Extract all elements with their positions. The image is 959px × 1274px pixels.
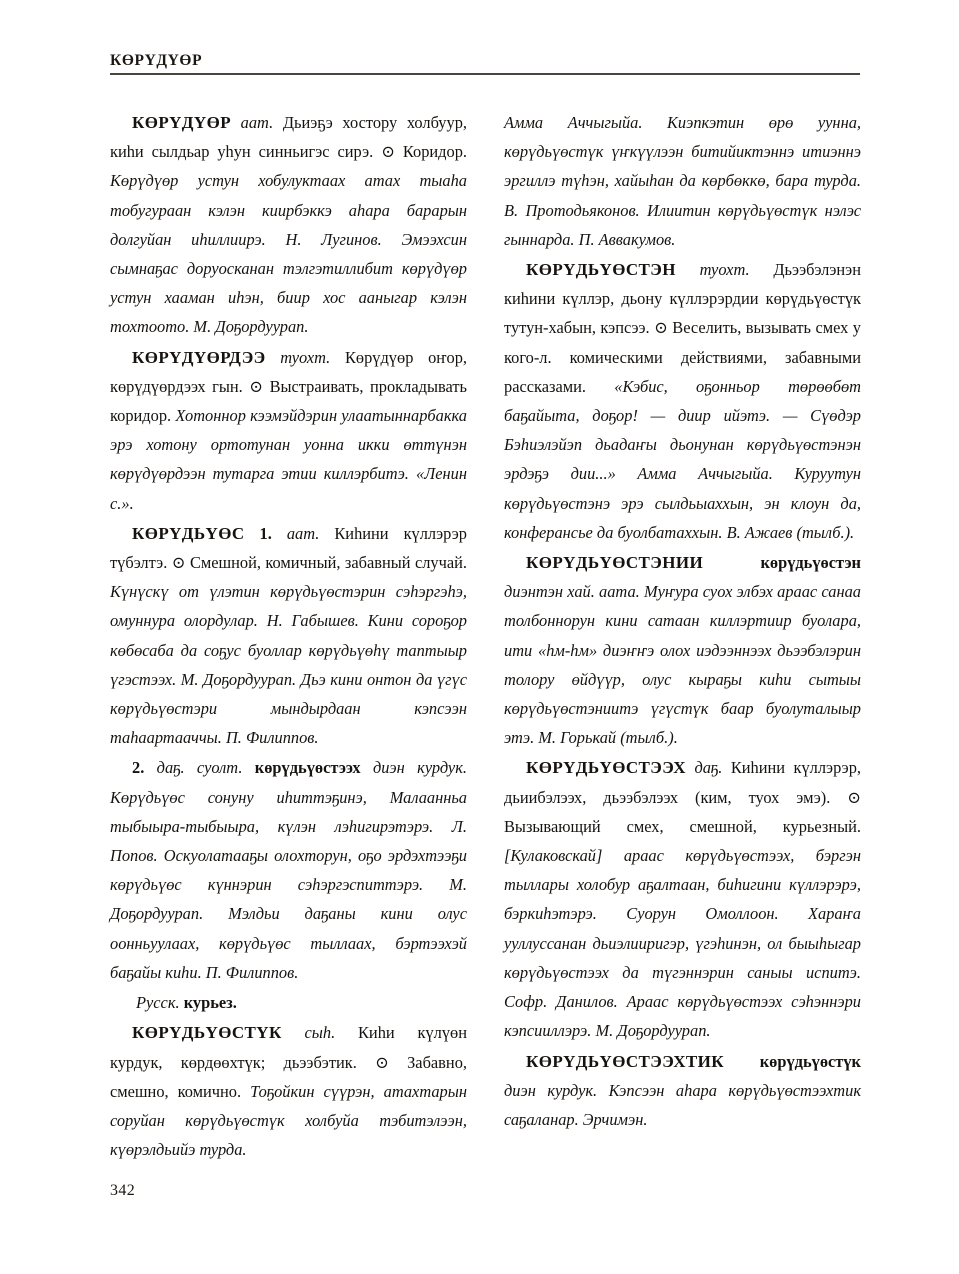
entry-definition-sakha: Дьиэҕэ хостору холбуур, киһи сылдьар уһун синньигэс сирэ.	[110, 113, 467, 162]
dictionary-entry	[504, 753, 861, 1045]
entry-examples-continued: Амма Аччыгыйа. Киэпкэтин өрө уунна, көрүдьүөстүк үҥкүүлээн битийиктэннэ итиэннэ эргиллэ түһэн, хайыһан да көрбөккө, бара турда. В. Протодьяконов. Илиитин көрүдьүөстүк нэлэс гыннарда. П. Аввакумов.	[504, 113, 861, 249]
entry-headword: КӨРҮДЬҮӨСТЭЭХТИК	[526, 1051, 725, 1071]
entry-examples: Хотоннор кээмэйдэрин улаатыннарбакка эрэ хотону ортотунан уонна икки өттүнэн көрүдүөрдээн тутарга этии киллэрбитэ. «Ленин с.».	[110, 406, 467, 513]
page-number: 342	[110, 1182, 136, 1199]
dictionary-entry	[110, 108, 467, 342]
cross-reference: көрүдьүөстээх	[254, 758, 361, 778]
entry-definition-sakha: Дьээбэлэнэн киһини күллэр, дьону күллэрэрдии көрүдьүөстүк тутун-хабын, кэпсээ.	[504, 260, 861, 338]
entry-headword: КӨРҮДЬҮӨС	[132, 523, 245, 543]
entry-examples: [Кулаковскай] араас көрүдьүөстээх, бэргэн тыллары холобур аҕалтаан, биһигини күллэрэрэ, бэркиһэтэрэ. Суорун Омоллоон. Хараҥа ууллуссанан дьиэлииригэр, үгэһинэн, ол быыһыгар көрүдьүөстээх да түгэннэрин саныы испитэ. Софр. Данилов. Араас көрүдьүөстээх сэһэннэри кэпсииллэрэ. М. Доҕордуурап.	[504, 846, 861, 1041]
entry-headword: КӨРҮДЬҮӨСТҮК	[132, 1023, 282, 1043]
entry-definition-sakha: Киһи күлүөн курдук, көрдөөхтүк; дьээбэтик.	[110, 1023, 467, 1072]
entry-grammar-label: аат.	[240, 113, 274, 132]
cross-reference: көрүдьүөстүк	[759, 1051, 861, 1071]
running-head	[110, 52, 860, 75]
text-columns	[110, 108, 862, 1165]
header-divider	[110, 73, 860, 75]
entry-examples: Муҥура суох элбэх араас санаа толбоннорун кини сатаан киллэртиир буолара, ити «һм-һм» диэҥҥэ олох иэдээннээх дьээбэлэрин толору өйдүүр, олус кыраҕы киһи сытыы көрүдьүөстэниитэ үгүстүк баар буолуталыыр этэ. М. Горькай (тылб.).	[504, 582, 861, 748]
entry-examples: Көрүдүөр устун хобулуктаах атах тыаһа тобугураан кэлэн киирбэккэ аһара барарын долгуйан иһиллиирэ. Н. Лугинов. Эмээхсин сымнаҕас доруосканан тэлгэтиллибит көрүдүөр устун хааман иһэн, биир хос ааныгар кэлэн тохтоото. М. Доҕордуурап.	[110, 171, 467, 337]
dictionary-entry	[504, 1047, 861, 1135]
entry-definition-sakha: Киһини күллэрэр, дьиибэлээх, дьээбэлээх (ким, туох эмэ).	[504, 758, 861, 807]
dictionary-entry	[504, 548, 861, 752]
sense-bullet-icon: ⊙	[847, 787, 861, 807]
loanword-form: курьез.	[183, 993, 237, 1013]
entry-grammar-label: сыһ.	[304, 1023, 336, 1043]
entry-grammar-label: даҕ.	[694, 758, 723, 778]
entry-headword: КӨРҮДҮӨРДЭЭ	[132, 347, 266, 367]
sense-bullet-icon: ⊙	[381, 142, 395, 162]
column-left	[110, 108, 467, 1165]
entry-grammar-label: диэн курдук.	[504, 1080, 598, 1100]
entry-definition-russian: Смешной, комичный, забавный случай.	[189, 553, 467, 573]
dictionary-sense	[110, 753, 467, 987]
dictionary-entry	[110, 343, 467, 518]
entry-examples: Күнүскү от үлэтин көрүдьүөстэрин сэһэргэһэ, омуннура олордулар. Н. Габышев. Кини сороҕор көбөсаба да соҕус буоллар көрүдьүөһү таптыыр үгэстээх. М. Доҕордуурап. Дьэ кини онтон да үгүс көрүдьүөстэри мындырдаан кэпсээн таһаартааччы. П. Филиппов.	[110, 582, 467, 748]
entry-headword: КӨРҮДҮӨР	[132, 113, 231, 132]
sense-bullet-icon: ⊙	[171, 553, 186, 573]
entry-grammar-label: аат.	[286, 523, 320, 543]
cross-reference: көрүдьүөстэн	[760, 553, 861, 573]
entry-definition-russian: Забавно, смешно, комично.	[110, 1052, 467, 1101]
dictionary-entry	[110, 1018, 467, 1164]
sense-bullet-icon: ⊙	[249, 376, 264, 396]
entry-grammar-label: даҕ. суолт.	[156, 758, 243, 778]
dictionary-entry	[504, 255, 861, 547]
entry-definition-russian: Коридор.	[402, 142, 467, 162]
entry-headword: КӨРҮДЬҮӨСТЭНИИ	[526, 553, 704, 573]
entry-continuation	[504, 108, 861, 254]
entry-headword: КӨРҮДЬҮӨСТЭН	[526, 260, 676, 280]
entry-examples: Тоҕойкин сүүрэн, атахтарын соруйан көрүдьүөстүк холбуйа тэбитэлээн, күөрэлдьийэ турда.	[110, 1081, 467, 1160]
entry-headword: КӨРҮДЬҮӨСТЭЭХ	[526, 758, 686, 778]
entry-examples: Кэпсээн аһара көрүдьүөстээхтик саҕаланар. Эрчимэн.	[504, 1080, 861, 1129]
cross-reference-tail: диэн курдук.	[372, 758, 467, 778]
sense-bullet-icon: ⊙	[654, 318, 668, 338]
entry-examples: «Кэбис, оҕонньор төрөөбөт баҕайыта, доҕор! — диир ийэтэ. — Сүөдэр Бэһиэлэйэп дьадаҥы дьонунан көрүдьүөстэнэн эрдэҕэ дии...» Амма Аччыгыйа. Куруутун көрүдьүөстэнэ эрэ сылдьыаххын, эн клоун да, конферансье да буолбатаххын. В. Ажаев (тылб.).	[504, 376, 861, 542]
dictionary-entry	[110, 519, 467, 753]
sense-number: 1.	[259, 523, 272, 543]
sense-bullet-icon: ⊙	[375, 1052, 389, 1072]
sense-number: 2.	[132, 758, 145, 778]
entry-grammar-label: туохт.	[280, 347, 331, 367]
column-right	[504, 108, 861, 1165]
entry-definition-sakha: Киһини күллэрэр түбэлтэ.	[110, 523, 467, 573]
running-head-title: КӨРҮДҮӨР	[110, 52, 203, 69]
entry-grammar-label: диэнтэн хай. аата.	[504, 582, 640, 602]
loanword-source-label: Русск.	[136, 993, 180, 1013]
entry-definition-russian: Выстраивать, прокладывать коридор.	[110, 376, 467, 426]
entry-grammar-label: туохт.	[699, 260, 750, 280]
entry-definition-russian: Вызывающий смех, смешной, курьезный.	[504, 816, 861, 836]
entry-definition-sakha: Көрүдүөр оҥор, көрүдүөрдээх гын.	[110, 347, 467, 396]
entry-examples: Көрүдьүөс сонуну иһиттэҕинэ, Малаанньа тыбыыра-тыбыыра, күлэн лэһигирэтэрэ. Л. Попов. Оскуолатааҕы олохторун, оҕо эрдэхтээҕи көрүдьүөс күннэрин сэһэргэспиттэрэ. М. Доҕордуурап. Мэлдьи даҕаны кини олус оонньуулаах, көрүдьүөс тыллаах, бэртээхэй баҕайы киһи. П. Филиппов.	[110, 787, 467, 982]
entry-definition-russian: Веселить, вызывать смех у кого-л. комическими действиями, забавными рассказами.	[504, 318, 861, 396]
loanword-note	[110, 988, 467, 1017]
